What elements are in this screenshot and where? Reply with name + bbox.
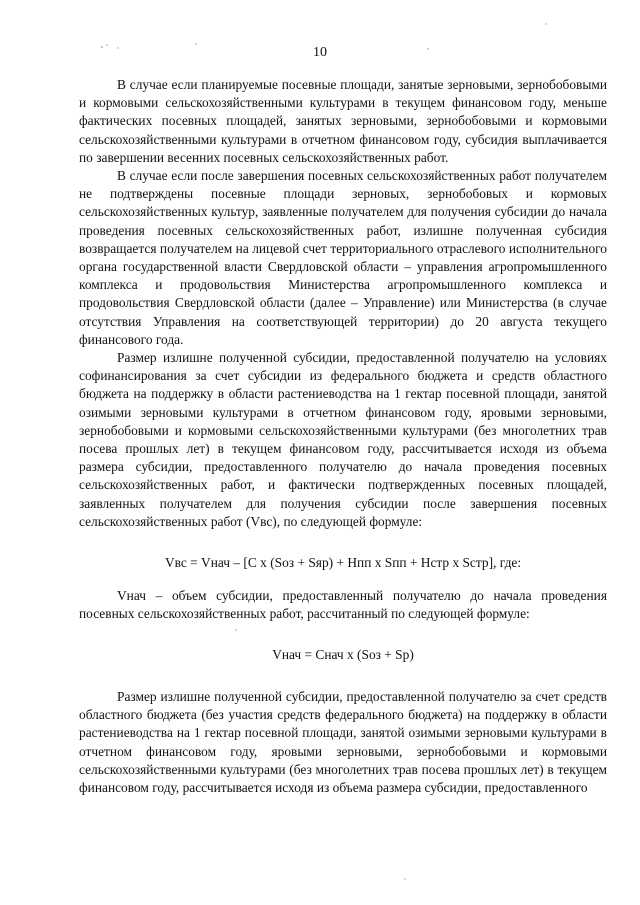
paragraph-regional-excess: Размер излишне полученной субсидии, предоставленной получателю за счет средств областного бюджета (без участия средств федерального бюджета) на поддержку в области растениеводства на 1 гектар посевной площади, занятой озимыми зерновыми культурами в отчетном финансовом году, яровыми зерновыми, зернобобовыми и кормовыми сельскохозяйственными культурами (без многолетних трав посева прошлых лет) в текущем финансовом году, рассчитывается исходя из объема размера субсидии, предоставленного [79,688,607,795]
formula-vvs: Vвс = Vнач – [С x (Sоз + Sяр) + Нпп x Sпп + Нстр x Sстр], где: [164,555,522,571]
formula-vnach: Vнач = Снач x (Sоз + Sр) [272,646,414,662]
paragraph-cofinanced-excess: Размер излишне полученной субсидии, предоставленной получателю на условиях софинансирования за счет субсидии из федерального бюджета и средств областного бюджета на поддержку в области растениеводства на 1 гектар посевной площади, занятой озимыми зерновыми культурами в отчетном финансовом году, яровыми зерновыми, зернобобовыми и кормовыми сельскохозяйственными культурами (без многолетних трав посева прошлых лет) в текущем финансовом году, рассчитывается исходя из объема размера субсидии, предоставленного получателю до начала проведения посевных сельскохозяйственных работ, и фактически подтвержденных посевных площадей, заявленных получателем для получения субсидии после завершения посевных сельскохозяйственных работ (Vвс), по следующей формуле: [79,350,607,529]
paragraph-vnach-definition: Vнач – объем субсидии, предоставленный получателю до начала проведения посевных сельскохозяйственных работ, рассчитанный по следующей формуле: [79,588,607,622]
scan-speck [404,878,405,879]
paragraph-refund-conditions: В случае если после завершения посевных сельскохозяйственных работ получателем не подтверждены посевные площади зерновых, зернобобовых и кормовых сельскохозяйственных культур, заявленные получателем для получения субсидии до начала проведения посевных сельскохозяйственных работ, излишне полученная субсидия возвращается получателем на лицевой счет территориального отраслевого исполнительного органа государственной власти Свердловской области – управления агропромышленного комплекса и продовольствия Министерства агропромышленного комплекса и продовольствия Свердловской области (далее – Управление) или Министерства (в случае отсутствия Управления на соответствующей территории) до 20 августа текущего финансового года. [79,168,607,347]
document-body [79,76,607,797]
paragraph-planned-areas: В случае если планируемые посевные площади, занятые зерновыми, зернобобовыми и кормовыми сельскохозяйственными культурами в текущем финансовом году, меньше фактических посевных площадей, занятых зерновыми, зернобобовыми и кормовыми сельскохозяйственными культурами в отчетном финансовом году, субсидия выплачивается по завершении весенних посевных сельскохозяйственных работ. [79,77,607,165]
scan-speck [545,23,546,24]
page-number: 10 [313,45,327,60]
